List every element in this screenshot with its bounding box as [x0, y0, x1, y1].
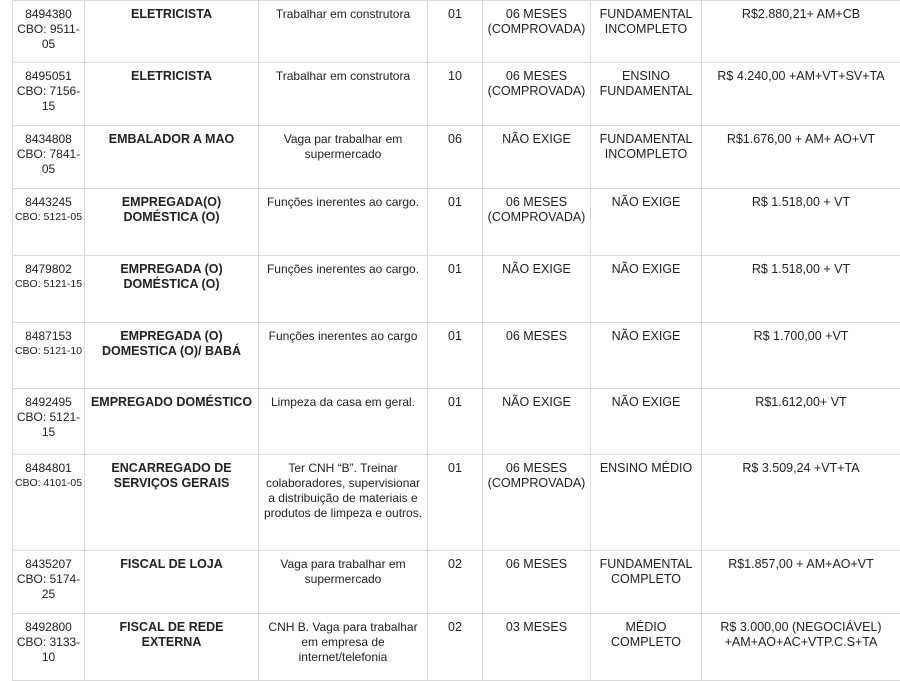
vacancy-count: 01 — [428, 455, 483, 551]
education-requirement: NÃO EXIGE — [591, 189, 702, 256]
job-code: 8487153 — [25, 329, 72, 343]
cbo-code: CBO: 3133-10 — [13, 635, 84, 665]
experience-requirement: 06 MESES — [483, 551, 591, 614]
cbo-code: CBO: 5121-05 — [13, 210, 84, 225]
job-code: 8495051 — [25, 69, 72, 83]
table-row — [13, 455, 900, 551]
experience-requirement: 06 MESES (COMPROVADA) — [483, 1, 591, 63]
job-description: Funções inerentes ao cargo. — [259, 256, 428, 323]
salary-benefits: R$ 1.700,00 +VT — [702, 323, 900, 389]
education-requirement: FUNDAMENTAL COMPLETO — [591, 551, 702, 614]
job-description: Ter CNH “B”. Treinar colaboradores, supervisionar a distribuição de materiais e produtos de limpeza e outros. — [259, 455, 428, 551]
cbo-code: CBO: 7841-05 — [13, 147, 84, 177]
job-code: 8494380 — [25, 7, 72, 21]
table-row — [13, 126, 900, 189]
job-code: 8492495 — [25, 395, 72, 409]
job-description: Trabalhar em construtora — [259, 1, 428, 63]
salary-benefits: R$1.676,00 + AM+ AO+VT — [702, 126, 900, 189]
salary-benefits: R$ 3.000,00 (NEGOCIÁVEL) +AM+AO+AC+VTP.C.S+TA — [702, 614, 900, 681]
job-title: EMPREGADA (O) DOMESTICA (O)/ BABÁ — [85, 323, 259, 389]
experience-requirement: 06 MESES — [483, 323, 591, 389]
job-code-cell — [13, 256, 85, 323]
salary-benefits: R$ 1.518,00 + VT — [702, 256, 900, 323]
table-row — [13, 389, 900, 455]
table-row — [13, 323, 900, 389]
experience-requirement: 03 MESES — [483, 614, 591, 681]
salary-benefits: R$1.612,00+ VT — [702, 389, 900, 455]
table-row — [13, 551, 900, 614]
education-requirement: NÃO EXIGE — [591, 389, 702, 455]
job-code: 8484801 — [25, 461, 72, 475]
cbo-code: CBO: 9511-05 — [13, 22, 84, 52]
job-code: 8443245 — [25, 195, 72, 209]
experience-requirement: NÃO EXIGE — [483, 256, 591, 323]
salary-benefits: R$ 4.240,00 +AM+VT+SV+TA — [702, 63, 900, 126]
job-code-cell — [13, 126, 85, 189]
vacancy-count: 10 — [428, 63, 483, 126]
job-description: Vaga para trabalhar em supermercado — [259, 551, 428, 614]
job-title: ENCARREGADO DE SERVIÇOS GERAIS — [85, 455, 259, 551]
salary-benefits: R$2.880,21+ AM+CB — [702, 1, 900, 63]
job-title: EMPREGADA (O) DOMÉSTICA (O) — [85, 256, 259, 323]
job-code-cell — [13, 614, 85, 681]
education-requirement: ENSINO MÉDIO — [591, 455, 702, 551]
job-code-cell — [13, 389, 85, 455]
experience-requirement: 06 MESES (COMPROVADA) — [483, 63, 591, 126]
table-row — [13, 614, 900, 681]
job-code: 8479802 — [25, 262, 72, 276]
job-code-cell — [13, 551, 85, 614]
vacancy-count: 01 — [428, 389, 483, 455]
education-requirement: MÉDIO COMPLETO — [591, 614, 702, 681]
experience-requirement: 06 MESES (COMPROVADA) — [483, 455, 591, 551]
job-code: 8434808 — [25, 132, 72, 146]
job-code-cell — [13, 63, 85, 126]
education-requirement: FUNDAMENTAL INCOMPLETO — [591, 126, 702, 189]
job-code: 8492800 — [25, 620, 72, 634]
vacancy-count: 02 — [428, 614, 483, 681]
job-description: Trabalhar em construtora — [259, 63, 428, 126]
experience-requirement: 06 MESES (COMPROVADA) — [483, 189, 591, 256]
cbo-code: CBO: 5121-15 — [13, 277, 84, 292]
education-requirement: FUNDAMENTAL INCOMPLETO — [591, 1, 702, 63]
job-title: EMBALADOR A MAO — [85, 126, 259, 189]
vacancy-count: 01 — [428, 256, 483, 323]
cbo-code: CBO: 5121-15 — [13, 410, 84, 440]
job-listings-table — [12, 0, 900, 681]
job-code-cell — [13, 455, 85, 551]
vacancy-count: 01 — [428, 1, 483, 63]
job-title: EMPREGADA(O) DOMÉSTICA (O) — [85, 189, 259, 256]
job-code-cell — [13, 323, 85, 389]
salary-benefits: R$1.857,00 + AM+AO+VT — [702, 551, 900, 614]
job-description: CNH B. Vaga para trabalhar em empresa de internet/telefonia — [259, 614, 428, 681]
job-code: 8435207 — [25, 557, 72, 571]
job-description: Funções inerentes ao cargo — [259, 323, 428, 389]
vacancy-count: 02 — [428, 551, 483, 614]
education-requirement: ENSINO FUNDAMENTAL — [591, 63, 702, 126]
cbo-code: CBO: 5121-10 — [13, 344, 84, 359]
job-title: ELETRICISTA — [85, 63, 259, 126]
salary-benefits: R$ 3.509,24 +VT+TA — [702, 455, 900, 551]
table-row — [13, 63, 900, 126]
job-title: FISCAL DE REDE EXTERNA — [85, 614, 259, 681]
cbo-code: CBO: 4101-05 — [13, 476, 84, 491]
vacancy-count: 01 — [428, 189, 483, 256]
education-requirement: NÃO EXIGE — [591, 323, 702, 389]
salary-benefits: R$ 1.518,00 + VT — [702, 189, 900, 256]
job-title: FISCAL DE LOJA — [85, 551, 259, 614]
experience-requirement: NÃO EXIGE — [483, 389, 591, 455]
job-title: EMPREGADO DOMÉSTICO — [85, 389, 259, 455]
vacancy-count: 01 — [428, 323, 483, 389]
job-code-cell — [13, 1, 85, 63]
job-description: Funções inerentes ao cargo. — [259, 189, 428, 256]
vacancy-count: 06 — [428, 126, 483, 189]
table-row — [13, 256, 900, 323]
education-requirement: NÃO EXIGE — [591, 256, 702, 323]
experience-requirement: NÃO EXIGE — [483, 126, 591, 189]
job-description: Limpeza da casa em geral. — [259, 389, 428, 455]
table-row — [13, 189, 900, 256]
job-code-cell — [13, 189, 85, 256]
job-title: ELETRICISTA — [85, 1, 259, 63]
table-row — [13, 1, 900, 63]
cbo-code: CBO: 7156-15 — [13, 84, 84, 114]
job-description: Vaga par trabalhar em supermercado — [259, 126, 428, 189]
cbo-code: CBO: 5174-25 — [13, 572, 84, 602]
